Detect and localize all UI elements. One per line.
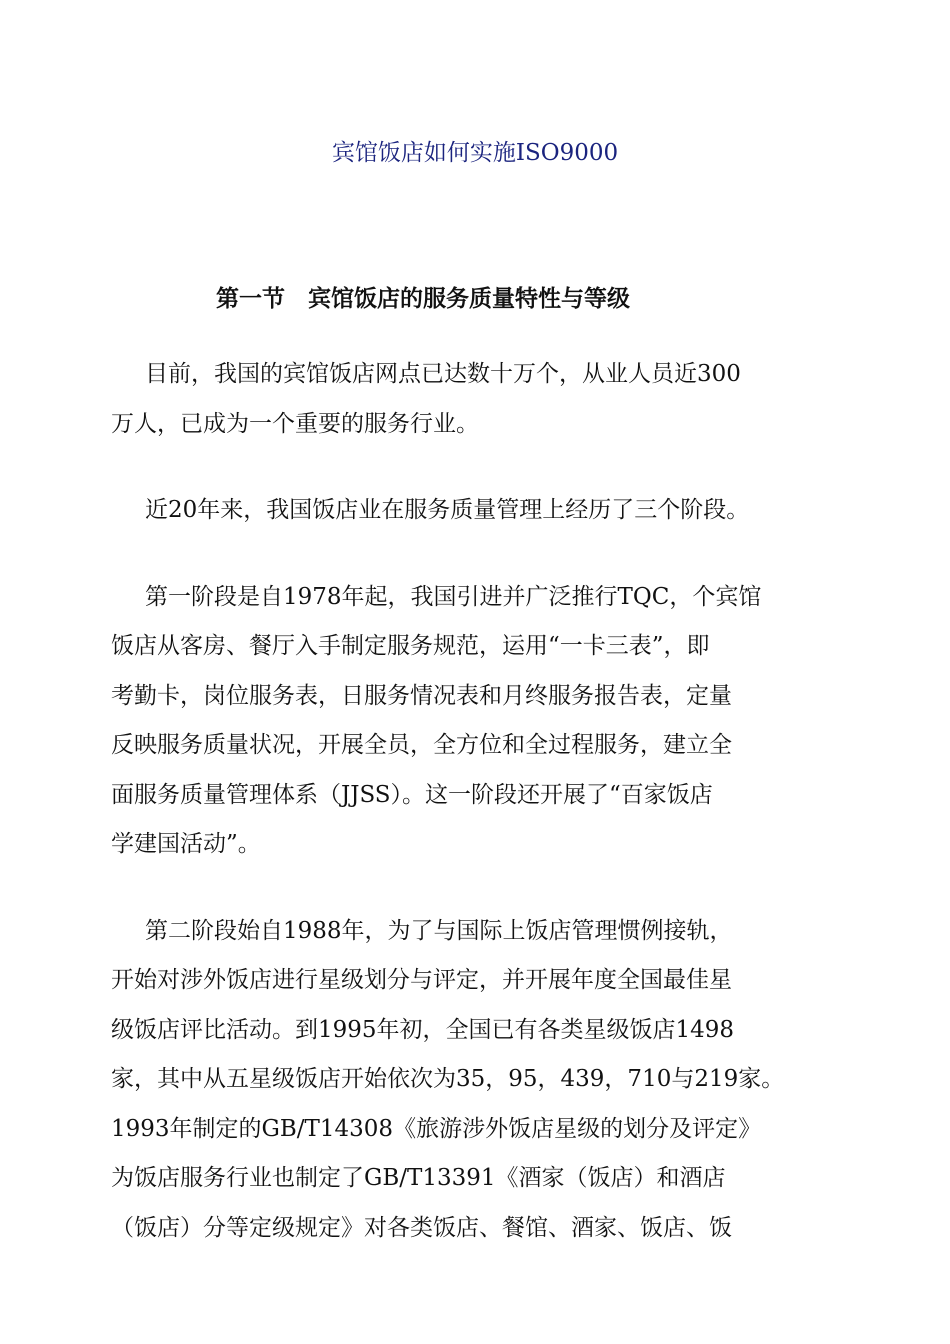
paragraph-line: 饭店从客房、餐厅入手制定服务规范，运用“一卡三表”，即 xyxy=(111,633,710,659)
paragraph-line: 为饭店服务行业也制定了GB/T13391《酒家（饭店）和酒店 xyxy=(111,1165,726,1191)
paragraph-line: 考勤卡，岗位服务表，日服务情况表和月终服务报告表，定量 xyxy=(111,682,732,709)
paragraph-3 xyxy=(111,573,815,870)
document-title: 宾馆饭店如何实施ISO9000 xyxy=(331,140,619,166)
paragraph-line: 第一阶段是自1978年起，我国引进并广泛推行TQC，个宾馆 xyxy=(145,583,762,610)
paragraph-line: 1993年制定的GB/T14308《旅游涉外饭店星级的划分及评定》 xyxy=(111,1115,762,1142)
paragraph-line: 级饭店评比活动。到1995年初，全国已有各类星级饭店1498 xyxy=(111,1016,735,1043)
paragraph-line: 开始对涉外饭店进行星级划分与评定，并开展年度全国最佳星 xyxy=(111,967,732,993)
paragraph-line: 第二阶段始自1988年，为了与国际上饭店管理惯例接轨， xyxy=(145,917,733,944)
paragraph-line: （饭店）分等定级规定》对各类饭店、餐馆、酒家、饭店、饭 xyxy=(111,1214,732,1241)
paragraph-line: 面服务质量管理体系（JJSS）。这一阶段还开展了“百家饭店 xyxy=(111,781,713,808)
paragraph-line: 万人，已成为一个重要的服务行业。 xyxy=(111,410,479,437)
paragraph-line: 家，其中从五星级饭店开始依次为35，95，439，710与219家。 xyxy=(111,1066,785,1092)
paragraph-line: 反映服务质量状况，开展全员，全方位和全过程服务，建立全 xyxy=(111,732,732,758)
paragraph-line: 学建国活动”。 xyxy=(111,831,261,857)
paragraph-4 xyxy=(111,907,815,1254)
paragraph-1 xyxy=(111,350,815,449)
paragraph-line: 近20年来，我国饭店业在服务质量管理上经历了三个阶段。 xyxy=(145,497,750,523)
section-heading: 第一节 宾馆饭店的服务质量特性与等级 xyxy=(216,285,630,312)
paragraph-line: 目前，我国的宾馆饭店网点已达数十万个，从业人员近300 xyxy=(145,361,741,387)
paragraph-2 xyxy=(145,486,815,536)
document-body xyxy=(111,350,815,1290)
